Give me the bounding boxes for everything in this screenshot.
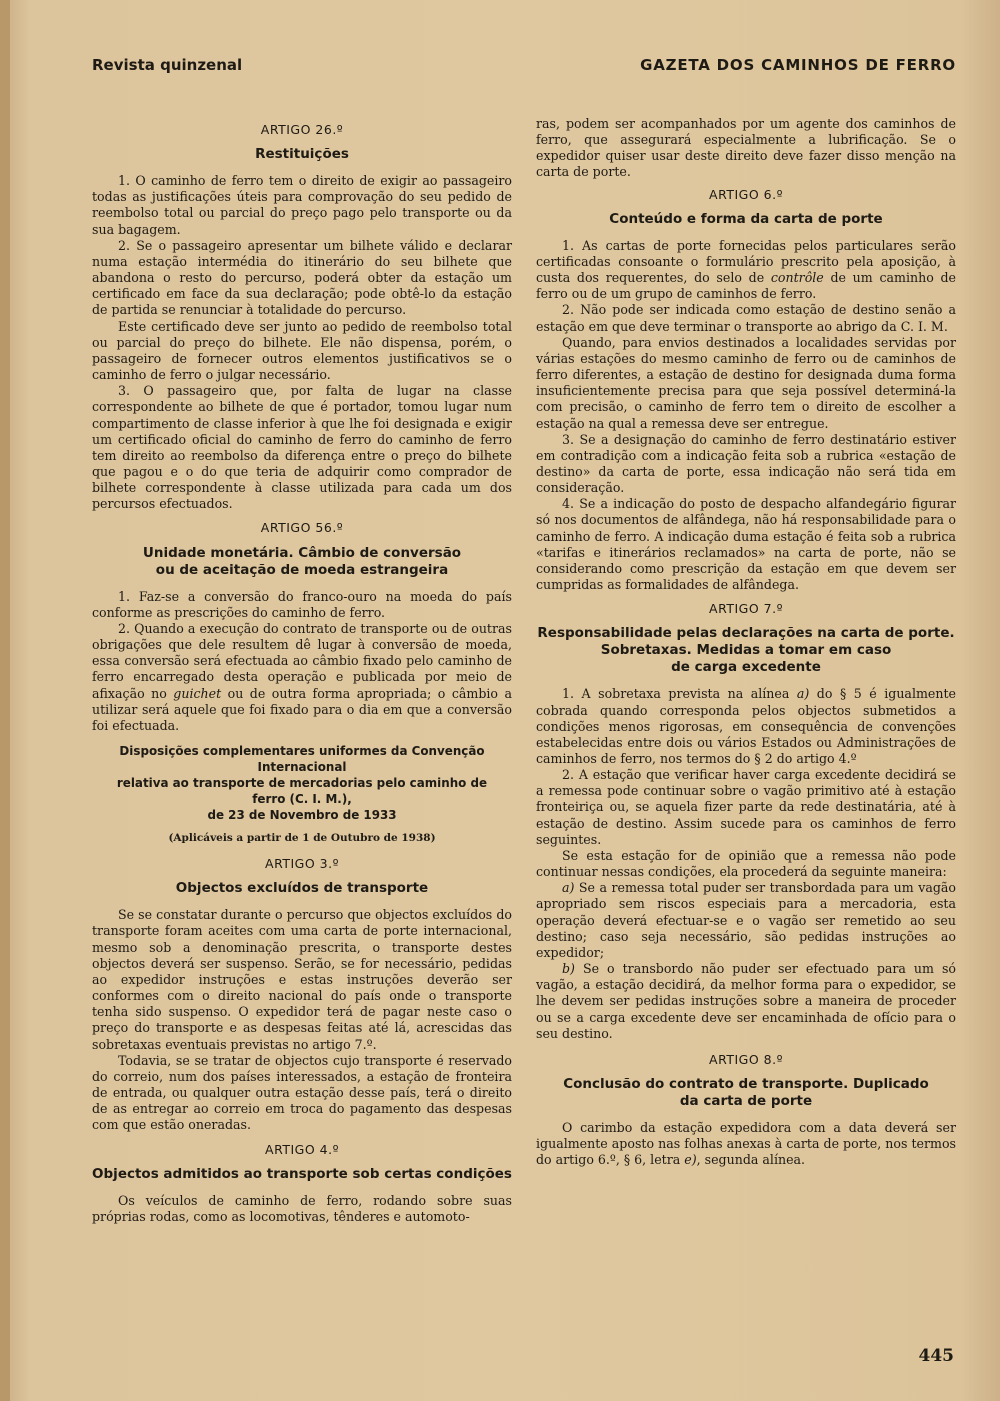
article-8-label: ARTIGO 8.º xyxy=(709,1051,783,1067)
article-6-p5: 4. Se a indicação do posto de despacho alfandegário figurar só nos documentos de alfândega, não há responsabilidade para o caminho de ferro. A indicação duma estação é feita sob a rubrica «tarifas e itinerários reclamados» na carta de porte, não se considerando como prescrição da estação em que devem ser cumpridas as formalidades de alfândega. xyxy=(536,496,956,593)
header-right: GAZETA DOS CAMINHOS DE FERRO xyxy=(640,56,956,74)
article-3-p2: Todavia, se se tratar de objectos cujo transporte é reservado do correio, num dos países interessados, a estação de fronteira de entrada, ou qualquer outra estação desse país, terá o direito de as entregar ao correio em troca do pagamento das despesas com que estão oneradas. xyxy=(92,1052,512,1133)
article-26-p3: Este certificado deve ser junto ao pedido de reembolso total ou parcial do preço do bilhete. Ele não dispensa, porém, o passageiro de fornecer outros elementos justificativos se o caminho de ferro o julgar necessário. xyxy=(92,318,512,383)
article-8-p1-a: O carimbo da estação expedidora com a data deverá ser igualmente aposto nas folhas anexas à carta de porte, nos termos do artigo 6.º, § 6, letra xyxy=(536,1119,956,1168)
article-7-p3: Se esta estação for de opinião que a remessa não pode continuar nessas condições, ela procederá da seguinte maneira: xyxy=(536,847,956,880)
running-header xyxy=(92,56,956,80)
page-edge xyxy=(0,0,10,1401)
article-3-label: ARTIGO 3.º xyxy=(265,856,339,872)
article-6-p1-em: contrôle xyxy=(770,270,824,286)
article-56-title-line1: Unidade monetária. Câmbio de conversão xyxy=(142,544,462,561)
article-7-p4-em: a) xyxy=(562,880,575,896)
article-4-p1: Os veículos de caminho de ferro, rodando sobre suas próprias rodas, como as locomotivas, tênderes e automoto- xyxy=(92,1192,512,1224)
article-6-p1 xyxy=(536,238,956,303)
article-26-p2: 2. Se o passageiro apresentar um bilhete válido e declarar numa estação intermédia do itinerário do seu bilhete que abandona o resto do percurso, poderá obter da estação um certificado em face da sua declaração; pode obtê-lo da estação de partida se renunciar à totalidade do percurso. xyxy=(92,237,512,318)
article-8-p1-b: , segunda alínea. xyxy=(696,1152,806,1168)
article-7-title-line2: Sobretaxas. Medidas a tomar em caso xyxy=(600,642,892,659)
article-7-p1 xyxy=(536,686,956,767)
article-7-title xyxy=(536,625,956,676)
section-title-line3: de 23 de Novembro de 1933 xyxy=(207,808,397,823)
article-7-title-line1: Responsabilidade pelas declarações na carta de porte. xyxy=(537,625,955,642)
article-7-p5-em: b) xyxy=(562,961,575,977)
article-56-title xyxy=(92,545,512,579)
article-6-title: Conteúdo e forma da carta de porte xyxy=(609,210,883,227)
article-7-p5-text: Se o transbordo não puder ser efectuado para um só vagão, a estação decidirá, da melhor forma para o expedidor, se lhe devem ser pedidas instruções sobre a maneira de proceder ou se a carga excedente deve ser encaminhada de ofício para o seu destino. xyxy=(536,961,956,1041)
article-8-title-line1: Conclusão do contrato de transporte. Duplicado xyxy=(563,1075,929,1092)
article-6-label: ARTIGO 6.º xyxy=(709,186,783,202)
article-7-p1-em: a) xyxy=(796,686,810,702)
article-4-continuation: ras, podem ser acompanhados por um agente dos caminhos de ferro, que assegurará especialmente a lubrificação. Se o expedidor quiser usar deste direito deve fazer disso menção na carta de porte. xyxy=(536,116,956,180)
section-title-line1: Disposições complementares uniformes da Convenção Internacional xyxy=(119,744,485,775)
article-6-p3: Quando, para envios destinados a localidades servidas por várias estações do mesmo caminho de ferro ou de caminhos de ferro diferentes, a estação de destino for designada duma forma insuficientemente precisa para que seja possível determiná-la com precisão, o caminho de ferro tem o direito de escolher a estação na qual a remessa deve ser entregue. xyxy=(536,334,956,431)
article-56-label: ARTIGO 56.º xyxy=(260,520,344,536)
article-56-p1: 1. Faz-se a conversão do franco-ouro na moeda do país conforme as prescrições do caminho de ferro. xyxy=(92,588,512,620)
article-7-p4-text: Se a remessa total puder ser transbordada para um vagão apropriado sem riscos especiais para a mercadoria, esta operação deverá efectuar-se e o vagão ser remetido ao seu destino; caso seja necessário, são pedidas instruções ao expedidor; xyxy=(536,880,956,960)
section-title xyxy=(107,744,498,824)
article-26-label: ARTIGO 26.º xyxy=(260,122,344,137)
article-6-p1-a: 1. As cartas de porte fornecidas pelos particulares serão certificadas consoante o formulário prescrito pela aposição, à custa dos requerentes, do selo de xyxy=(536,237,956,286)
article-26-p4: 3. O passageiro que, por falta de lugar na classe correspondente ao bilhete de que é portador, tomou lugar num compartimento de classe inferior à que lhe foi designada e exigir um certificado oficial do caminho de ferro do caminho de ferro tem direito ao reembolso da diferença entre o preço do bilhete que pagou e o do que teria de adquirir como comprador de bilhete correspondente à classe utilizada para cada um dos percursos efectuados. xyxy=(92,383,512,512)
page-number: 445 xyxy=(918,1346,954,1366)
article-56-p2-b: ou de outra forma apropriada; o câmbio a utilizar será aquele que foi fixado para o dia em que a conversão foi efectuada. xyxy=(92,685,512,733)
article-4-label: ARTIGO 4.º xyxy=(265,1141,339,1157)
article-6-p2: 2. Não pode ser indicada como estação de destino senão a estação em que deve terminar o transporte ao abrigo da C. I. M. xyxy=(536,302,956,334)
article-4-title: Objectos admitidos ao transporte sob certas condições xyxy=(92,1165,512,1182)
article-26-p1: 1. O caminho de ferro tem o direito de exigir ao passageiro todas as justificações úteis para comprovação do seu pedido de reembolso total ou parcial do preço pago pelo transporte ou da sua bagagem. xyxy=(92,173,512,237)
article-7-p4 xyxy=(536,880,956,961)
article-8-p1-em: e) xyxy=(684,1152,697,1168)
article-56-p2-em: guichet xyxy=(173,685,222,701)
article-7-title-line3: de carga excedente xyxy=(671,659,821,676)
article-7-p1-a: 1. A sobretaxa prevista na alínea xyxy=(562,686,797,702)
header-left: Revista quinzenal xyxy=(92,56,243,74)
article-56-p2-a: 2. Quando a execução do contrato de transporte ou de outras obrigações que dele resultem dê lugar à conversão de moeda, essa conversão será efectuada ao câmbio fixado pelo caminho de ferro encarregado desta operação e publicada por meio de afixação no xyxy=(92,620,512,701)
section-subtitle: (Aplicáveis a partir de 1 de Outubro de 1938) xyxy=(168,832,436,844)
article-6-p1-b: de um caminho de ferro ou de um grupo de caminhos de ferro. xyxy=(536,270,956,302)
article-7-label: ARTIGO 7.º xyxy=(709,601,783,617)
article-3-title: Objectos excluídos de transporte xyxy=(175,880,429,897)
article-8-title-line2: da carta de porte xyxy=(679,1092,813,1109)
article-3-p1: Se se constatar durante o percurso que objectos excluídos do transporte foram aceites com uma carta de porte internacional, mesmo sob a denominação prescrita, o transporte destes objectos deverá ser suspenso. Serão, se for necessário, pedidas ao expedidor instruções e estas instruções deverão ser conformes com o direito nacional do país onde o transporte tenha sido suspenso. O expedidor terá de pagar neste caso o preço do transporte e as despesas feitas até lá, acrescidas das sobretaxas eventuais previstas no artigo 7.º. xyxy=(92,907,512,1052)
article-7-p5 xyxy=(536,961,956,1042)
left-column xyxy=(92,116,512,1225)
article-56-p2 xyxy=(92,621,512,734)
article-7-p2: 2. A estação que verificar haver carga excedente decidirá se a remessa pode continuar sobre o vagão primitivo até à estação fronteiriça ou, se aquela fizer parte da rede destinatária, até à estação de destino. Assim sucede para os caminhos de ferro seguintes. xyxy=(536,767,956,847)
article-56-title-line2: ou de aceitação de moeda estrangeira xyxy=(155,561,449,578)
article-26-title: Restituições xyxy=(255,146,349,163)
right-column xyxy=(536,116,956,1168)
article-8-p1 xyxy=(536,1120,956,1168)
article-7-p1-b: do § 5 é igualmente cobrada quando corresponda pelos objectos submetidos a condições menos rigorosas, em consequência de convenções estabelecidas entre dois ou vários Estados ou Administrações de caminhos de ferro, nos termos do § 2 do artigo 4.º xyxy=(536,686,956,766)
article-6-p4: 3. Se a designação do caminho de ferro destinatário estiver em contradição com a indicação feita sob a rubrica «estação de destino» da carta de porte, essa indicação não será tida em consideração. xyxy=(536,431,956,496)
article-8-title xyxy=(536,1076,956,1110)
section-title-line2: relativa ao transporte de mercadorias pelo caminho de ferro (C. I. M.), xyxy=(116,776,488,807)
